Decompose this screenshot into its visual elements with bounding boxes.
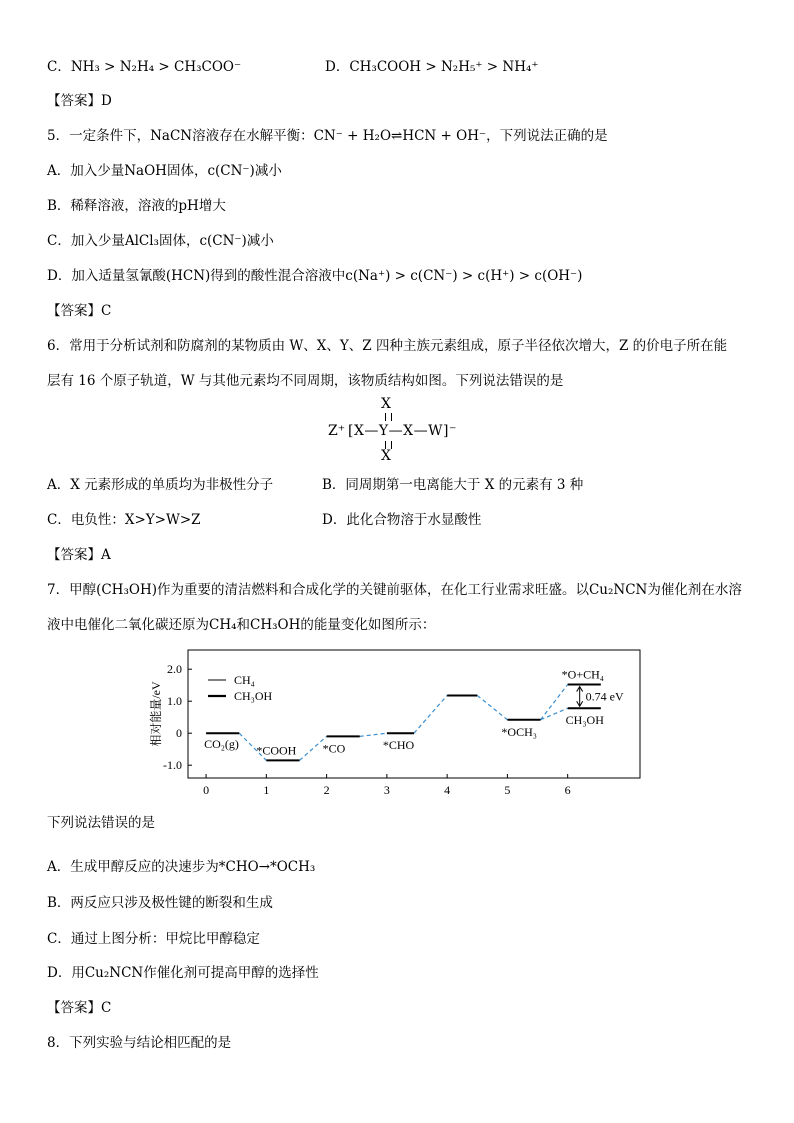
structure-formula	[322, 396, 482, 466]
energy-level-label: *CO	[322, 741, 346, 756]
q6-stem-line2: 层有 16 个原子轨道，W 与其他元素均不同周期，该物质结构如图。下列说法错误的是	[47, 373, 564, 389]
connector-line	[477, 695, 507, 719]
structure-top-atom: X	[381, 396, 391, 412]
q6-option-a: A．X 元素形成的单质均为非极性分子	[47, 477, 274, 493]
q6-option-c: C．电负性：X>Y>W>Z	[47, 512, 201, 528]
q7-option-d: D．用Cu₂NCN作催化剂可提高甲醇的选择性	[47, 965, 319, 981]
energy-level-label: *CHO	[382, 738, 415, 753]
connector-line	[414, 695, 447, 733]
x-tick-label: 4	[444, 783, 451, 797]
gap-label: 0.74 eV	[585, 689, 624, 704]
q7-question: 下列说法错误的是	[47, 815, 155, 831]
q7-option-b: B．两反应只涉及极性键的断裂和生成	[47, 895, 273, 911]
y-axis-label: 相对能量/eV	[149, 681, 163, 747]
x-tick-label: 6	[564, 783, 571, 797]
x-tick-label: 2	[323, 783, 330, 797]
q6-option-d: D．此化合物溶于水显酸性	[322, 512, 482, 528]
energy-level-label: *OCH₃	[501, 724, 537, 739]
structure-top-double-bond	[385, 413, 392, 421]
x-tick-label: 1	[263, 783, 270, 797]
y-tick-label: -1.0	[163, 758, 182, 773]
x-tick-label: 5	[504, 783, 511, 797]
q6-stem-line1: 6．常用于分析试剂和防腐剂的某物质由 W、X、Y、Z 四种主族元素组成，原子半径依次增大，Z 的价电子所在能	[47, 338, 728, 354]
y-tick-label: 1.0	[167, 694, 182, 709]
energy-level-label: CH₃OH	[565, 713, 604, 728]
q7-stem-line1: 7．甲醇(CH₃OH)作为重要的清洁燃料和合成化学的关键前驱体，在化工行业需求旺盛。以Cu₂NCN为催化剂在水溶	[47, 582, 742, 598]
q7-stem-line2: 液中电催化二氧化碳还原为CH₄和CH₃OH的能量变化如图所示：	[47, 617, 436, 633]
q5-answer: 【答案】C	[47, 303, 112, 319]
y-tick-label: 2.0	[167, 662, 182, 677]
energy-level-label: *O+CH₄	[561, 667, 604, 682]
q5-option-d: D．加入适量氢氰酸(HCN)得到的酸性混合溶液中c(Na⁺) > c(CN⁻) > c(H⁺) > c(OH⁻)	[47, 268, 583, 284]
q4-option-c: C．NH₃ > N₂H₄ > CH₃COO⁻	[47, 59, 242, 75]
energy-level-label: *COOH	[256, 743, 297, 758]
q5-option-a: A．加入少量NaOH固体，c(CN⁻)减小	[47, 163, 282, 179]
y-tick-label: 0	[176, 726, 182, 741]
structure-cation: Z⁺	[328, 423, 346, 439]
energy-level-label: CO₂(g)	[204, 737, 239, 752]
legend-label-ch3oh: CH₃OH	[234, 689, 273, 703]
q6-option-b: B．同周期第一电离能大于 X 的元素有 3 种	[322, 477, 584, 493]
q7-option-a: A．生成甲醇反应的决速步为*CHO→*OCH₃	[47, 859, 316, 875]
legend-label-ch4: CH₄	[234, 673, 255, 687]
q5-option-c: C．加入少量AlCl₃固体，c(CN⁻)减小	[47, 233, 274, 249]
structure-bottom-atom: X	[381, 448, 391, 464]
q6-answer: 【答案】A	[47, 547, 111, 563]
q8-stem: 8．下列实验与结论相匹配的是	[47, 1035, 232, 1051]
q5-option-b: B．稀释溶液，溶液的pH增大	[47, 198, 226, 214]
q7-option-c: C．通过上图分析：甲烷比甲醇稳定	[47, 931, 260, 947]
x-tick-label: 3	[383, 783, 390, 797]
q4-answer: 【答案】D	[47, 93, 112, 109]
q7-answer: 【答案】C	[47, 1000, 112, 1016]
energy-profile-chart	[140, 640, 650, 810]
q4-option-d: D．CH₃COOH > N₂H₅⁺ > NH₄⁺	[325, 59, 539, 75]
q5-stem: 5．一定条件下，NaCN溶液存在水解平衡：CN⁻ + H₂O⇌HCN + OH⁻，下列说法正确的是	[47, 128, 608, 144]
structure-chain: [X—Y—X—W]⁻	[348, 423, 457, 439]
connector-line	[360, 733, 387, 736]
x-tick-label: 0	[203, 783, 210, 797]
